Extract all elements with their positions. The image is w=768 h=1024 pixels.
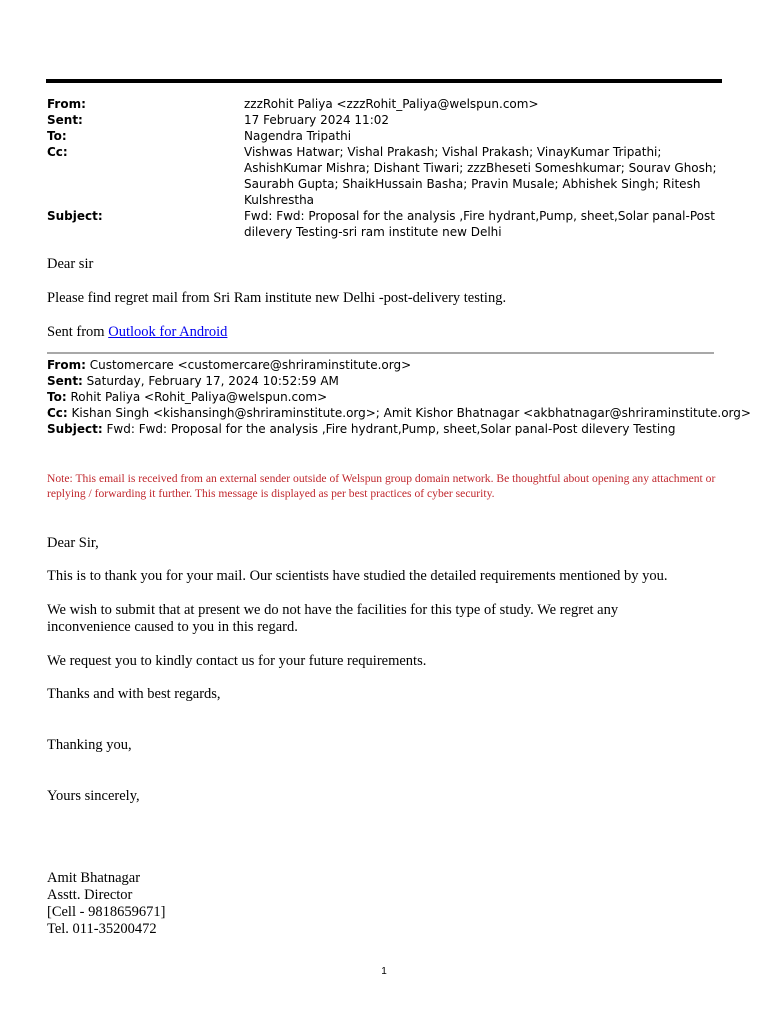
closing-regards: Thanks and with best regards,: [47, 686, 221, 702]
sent-value: 17 February 2024 11:02: [244, 113, 390, 127]
fwd-cc-row: [47, 405, 751, 421]
to-label: To:: [47, 129, 67, 143]
signature-tel: Tel. 011-35200472: [47, 921, 157, 937]
thanking-you: Thanking you,: [47, 737, 132, 753]
outlook-for-android-link[interactable]: Outlook for Android: [108, 324, 228, 340]
signature-cell: [Cell - 9818659671]: [47, 904, 166, 920]
external-sender-note: Note: This email is received from an external sender outside of Welspun group domain network. Be thoughtful about opening any attachment or replying / forwarding it further. This message is displayed as per best practices of cyber security.: [47, 472, 716, 500]
greeting-2: Dear Sir,: [47, 535, 99, 551]
fwd-subject-value: Fwd: Fwd: Proposal for the analysis ,Fire hydrant,Pump, sheet,Solar panal-Post dilevery Testing: [102, 422, 676, 436]
fwd-from-label: From:: [47, 358, 86, 372]
header-cc-row: [47, 144, 727, 208]
greeting-1: Dear sir: [47, 256, 94, 272]
fwd-cc-value: Kishan Singh <kishansingh@shriraminstitute.org>; Amit Kishor Bhatnagar <akbhatnagar@shriraminstitute.org>: [67, 406, 751, 420]
sent-from-prefix: Sent from: [47, 324, 109, 340]
header-to-row: [47, 128, 727, 144]
sent-label: Sent:: [47, 113, 83, 127]
fwd-sent-row: [47, 373, 747, 389]
top-rule: [46, 79, 722, 83]
yours-sincerely: Yours sincerely,: [47, 788, 140, 804]
forward-separator: [47, 352, 714, 354]
header-sent-row: [47, 112, 727, 128]
header-subject-row: [47, 208, 727, 240]
page-number: 1: [381, 966, 387, 977]
body-paragraph-3: We request you to kindly contact us for your future requirements.: [47, 653, 427, 669]
signature-title: Asstt. Director: [47, 887, 133, 903]
fwd-from-value: Customercare <customercare@shriraminstitute.org>: [85, 358, 412, 372]
fwd-to-value: Rohit Paliya <Rohit_Paliya@welspun.com>: [66, 390, 328, 404]
fwd-subject-label: Subject:: [47, 422, 103, 436]
email-header: [47, 96, 727, 240]
header-from-row: [47, 96, 727, 112]
fwd-from-row: [47, 357, 747, 373]
signature-name: Amit Bhatnagar: [47, 870, 141, 886]
body-text-1: Please find regret mail from Sri Ram institute new Delhi -post-delivery testing.: [47, 290, 507, 306]
fwd-sent-label: Sent:: [47, 374, 83, 388]
sent-from-line: [47, 324, 737, 341]
fwd-to-label: To:: [47, 390, 67, 404]
forwarded-header: [47, 357, 751, 437]
cc-label: Cc:: [47, 145, 68, 159]
to-value: Nagendra Tripathi: [244, 129, 352, 143]
body-paragraph-1: This is to thank you for your mail. Our scientists have studied the detailed requirements mentioned by you.: [47, 568, 668, 584]
cc-value: Vishwas Hatwar; Vishal Prakash; Vishal Prakash; VinayKumar Tripathi; AshishKumar Mishra; Dishant Tiwari; zzzBheseti Someshkumar; Sourav Ghosh; Saurabh Gupta; ShaikHussain Basha; Pravin Musale; Abhishek Singh; Ritesh Kulshrestha: [244, 145, 717, 207]
subject-label: Subject:: [47, 209, 103, 223]
fwd-to-row: [47, 389, 747, 405]
body-paragraph-2: We wish to submit that at present we do not have the facilities for this type of study. We regret any inconvenience caused to you in this regard.: [47, 602, 619, 635]
fwd-subject-row: [47, 421, 747, 437]
fwd-sent-value: Saturday, February 17, 2024 10:52:59 AM: [82, 374, 339, 388]
from-label: From:: [47, 97, 86, 111]
fwd-cc-label: Cc:: [47, 406, 68, 420]
signature-block: [47, 870, 737, 938]
subject-value: Fwd: Fwd: Proposal for the analysis ,Fire hydrant,Pump, sheet,Solar panal-Post dilevery Testing-sri ram institute new Delhi: [244, 209, 715, 239]
from-value: zzzRohit Paliya <zzzRohit_Paliya@welspun.com>: [244, 97, 539, 111]
